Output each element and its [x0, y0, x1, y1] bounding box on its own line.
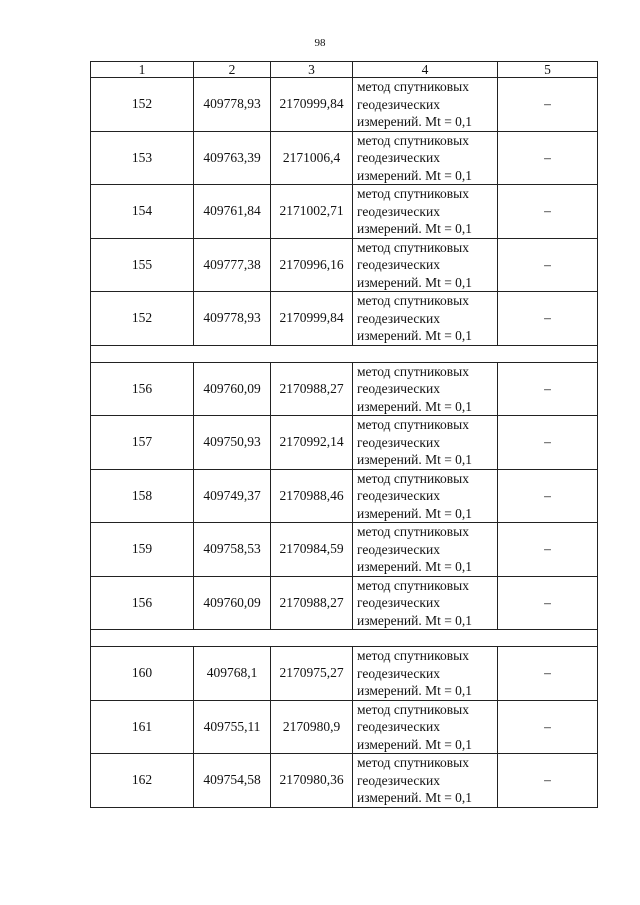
method-line: метод спутниковых — [357, 363, 469, 379]
table-row — [91, 292, 598, 346]
method-cell — [353, 647, 498, 701]
method-line: геодезических — [357, 488, 440, 503]
note-cell: – — [498, 523, 598, 577]
table-row — [91, 131, 598, 185]
method-line: измерений. Mt = 0,1 — [357, 683, 473, 698]
table-row — [91, 416, 598, 470]
y-coordinate-cell: 2170975,27 — [271, 647, 353, 701]
y-coordinate-cell: 2170988,46 — [271, 469, 353, 523]
method-line: геодезических — [357, 665, 440, 681]
method-line: измерений. Mt = 0,1 — [357, 612, 473, 628]
table-row — [91, 469, 598, 523]
method-cell — [353, 469, 498, 523]
note-cell: – — [498, 647, 598, 701]
note-cell: – — [498, 362, 598, 416]
point-number-cell: 157 — [91, 416, 194, 470]
method-line: измерений. Mt = 0,1 — [357, 221, 473, 236]
note-cell: – — [498, 238, 598, 292]
method-line: измерений. Mt = 0,1 — [357, 167, 473, 183]
method-line: геодезических — [357, 595, 440, 610]
table-row — [91, 754, 598, 808]
table-row — [91, 523, 598, 577]
y-coordinate-cell: 2170999,84 — [271, 292, 353, 346]
group-separator-cell — [91, 345, 598, 362]
table-row — [91, 576, 598, 630]
table-row — [91, 185, 598, 239]
method-line: измерений. Mt = 0,1 — [357, 559, 473, 574]
method-line: геодезических — [357, 150, 440, 165]
point-number-cell: 156 — [91, 362, 194, 416]
note-cell: – — [498, 78, 598, 132]
x-coordinate-cell: 409760,09 — [194, 362, 271, 416]
method-line: метод спутниковых — [357, 577, 469, 593]
x-coordinate-cell: 409777,38 — [194, 238, 271, 292]
table-body — [91, 78, 598, 808]
header-col-4: 4 — [353, 62, 498, 78]
y-coordinate-cell: 2170980,9 — [271, 700, 353, 754]
x-coordinate-cell: 409760,09 — [194, 576, 271, 630]
y-coordinate-cell: 2171002,71 — [271, 185, 353, 239]
method-line: геодезических — [357, 381, 440, 396]
point-number-cell: 161 — [91, 700, 194, 754]
table-header — [91, 62, 598, 78]
method-line: метод спутниковых — [357, 132, 469, 148]
x-coordinate-cell: 409750,93 — [194, 416, 271, 470]
note-cell: – — [498, 131, 598, 185]
method-line: метод спутниковых — [357, 239, 469, 255]
method-line: метод спутниковых — [357, 470, 469, 486]
method-cell — [353, 185, 498, 239]
header-col-2: 2 — [194, 62, 271, 78]
header-col-1: 1 — [91, 62, 194, 78]
point-number-cell: 162 — [91, 754, 194, 808]
group-separator-row — [91, 345, 598, 362]
method-cell — [353, 362, 498, 416]
note-cell: – — [498, 292, 598, 346]
point-number-cell: 155 — [91, 238, 194, 292]
y-coordinate-cell: 2170984,59 — [271, 523, 353, 577]
method-line: метод спутниковых — [357, 701, 469, 717]
method-line: метод спутниковых — [357, 417, 469, 432]
method-cell — [353, 416, 498, 470]
point-number-cell: 152 — [91, 292, 194, 346]
y-coordinate-cell: 2170980,36 — [271, 754, 353, 808]
y-coordinate-cell: 2170999,84 — [271, 78, 353, 132]
note-cell: – — [498, 416, 598, 470]
x-coordinate-cell: 409778,93 — [194, 292, 271, 346]
method-line: метод спутниковых — [357, 524, 469, 539]
point-number-cell: 154 — [91, 185, 194, 239]
method-cell — [353, 292, 498, 346]
table-row — [91, 238, 598, 292]
group-separator-row — [91, 630, 598, 647]
point-number-cell: 159 — [91, 523, 194, 577]
method-cell — [353, 576, 498, 630]
x-coordinate-cell: 409778,93 — [194, 78, 271, 132]
x-coordinate-cell: 409749,37 — [194, 469, 271, 523]
table-row — [91, 647, 598, 701]
method-line: измерений. Mt = 0,1 — [357, 790, 473, 805]
method-line: геодезических — [357, 203, 440, 219]
y-coordinate-cell: 2170988,27 — [271, 362, 353, 416]
method-line: геодезических — [357, 96, 440, 112]
y-coordinate-cell: 2171006,4 — [271, 131, 353, 185]
header-col-3: 3 — [271, 62, 353, 78]
method-cell — [353, 700, 498, 754]
method-line: измерений. Mt = 0,1 — [357, 114, 473, 129]
point-number-cell: 152 — [91, 78, 194, 132]
method-line: метод спутниковых — [357, 79, 469, 94]
method-cell — [353, 238, 498, 292]
table-row — [91, 78, 598, 132]
method-line: измерений. Mt = 0,1 — [357, 328, 473, 343]
method-line: геодезических — [357, 719, 440, 734]
y-coordinate-cell: 2170992,14 — [271, 416, 353, 470]
header-col-5: 5 — [498, 62, 598, 78]
point-number-cell: 158 — [91, 469, 194, 523]
method-line: геодезических — [357, 541, 440, 557]
method-cell — [353, 78, 498, 132]
method-line: метод спутниковых — [357, 293, 469, 308]
method-line: геодезических — [357, 310, 440, 326]
y-coordinate-cell: 2170988,27 — [271, 576, 353, 630]
group-separator-cell — [91, 630, 598, 647]
method-line: измерений. Mt = 0,1 — [357, 452, 473, 467]
method-line: измерений. Mt = 0,1 — [357, 274, 473, 290]
page-number: 98 — [314, 37, 326, 49]
method-cell — [353, 754, 498, 808]
method-line: геодезических — [357, 257, 440, 272]
method-line: измерений. Mt = 0,1 — [357, 505, 473, 521]
point-number-cell: 160 — [91, 647, 194, 701]
point-number-cell: 156 — [91, 576, 194, 630]
note-cell: – — [498, 754, 598, 808]
method-line: геодезических — [357, 434, 440, 450]
note-cell: – — [498, 469, 598, 523]
x-coordinate-cell: 409755,11 — [194, 700, 271, 754]
x-coordinate-cell: 409768,1 — [194, 647, 271, 701]
method-line: измерений. Mt = 0,1 — [357, 736, 473, 752]
x-coordinate-cell: 409763,39 — [194, 131, 271, 185]
table-row — [91, 362, 598, 416]
x-coordinate-cell: 409758,53 — [194, 523, 271, 577]
y-coordinate-cell: 2170996,16 — [271, 238, 353, 292]
note-cell: – — [498, 185, 598, 239]
method-line: измерений. Mt = 0,1 — [357, 398, 473, 414]
x-coordinate-cell: 409754,58 — [194, 754, 271, 808]
note-cell: – — [498, 700, 598, 754]
method-line: геодезических — [357, 772, 440, 788]
method-line: метод спутниковых — [357, 755, 469, 770]
coordinates-table — [90, 61, 598, 808]
point-number-cell: 153 — [91, 131, 194, 185]
table-row — [91, 700, 598, 754]
header-row — [91, 62, 598, 78]
method-cell — [353, 523, 498, 577]
note-cell: – — [498, 576, 598, 630]
method-line: метод спутниковых — [357, 648, 469, 663]
x-coordinate-cell: 409761,84 — [194, 185, 271, 239]
method-cell — [353, 131, 498, 185]
method-line: метод спутниковых — [357, 186, 469, 201]
